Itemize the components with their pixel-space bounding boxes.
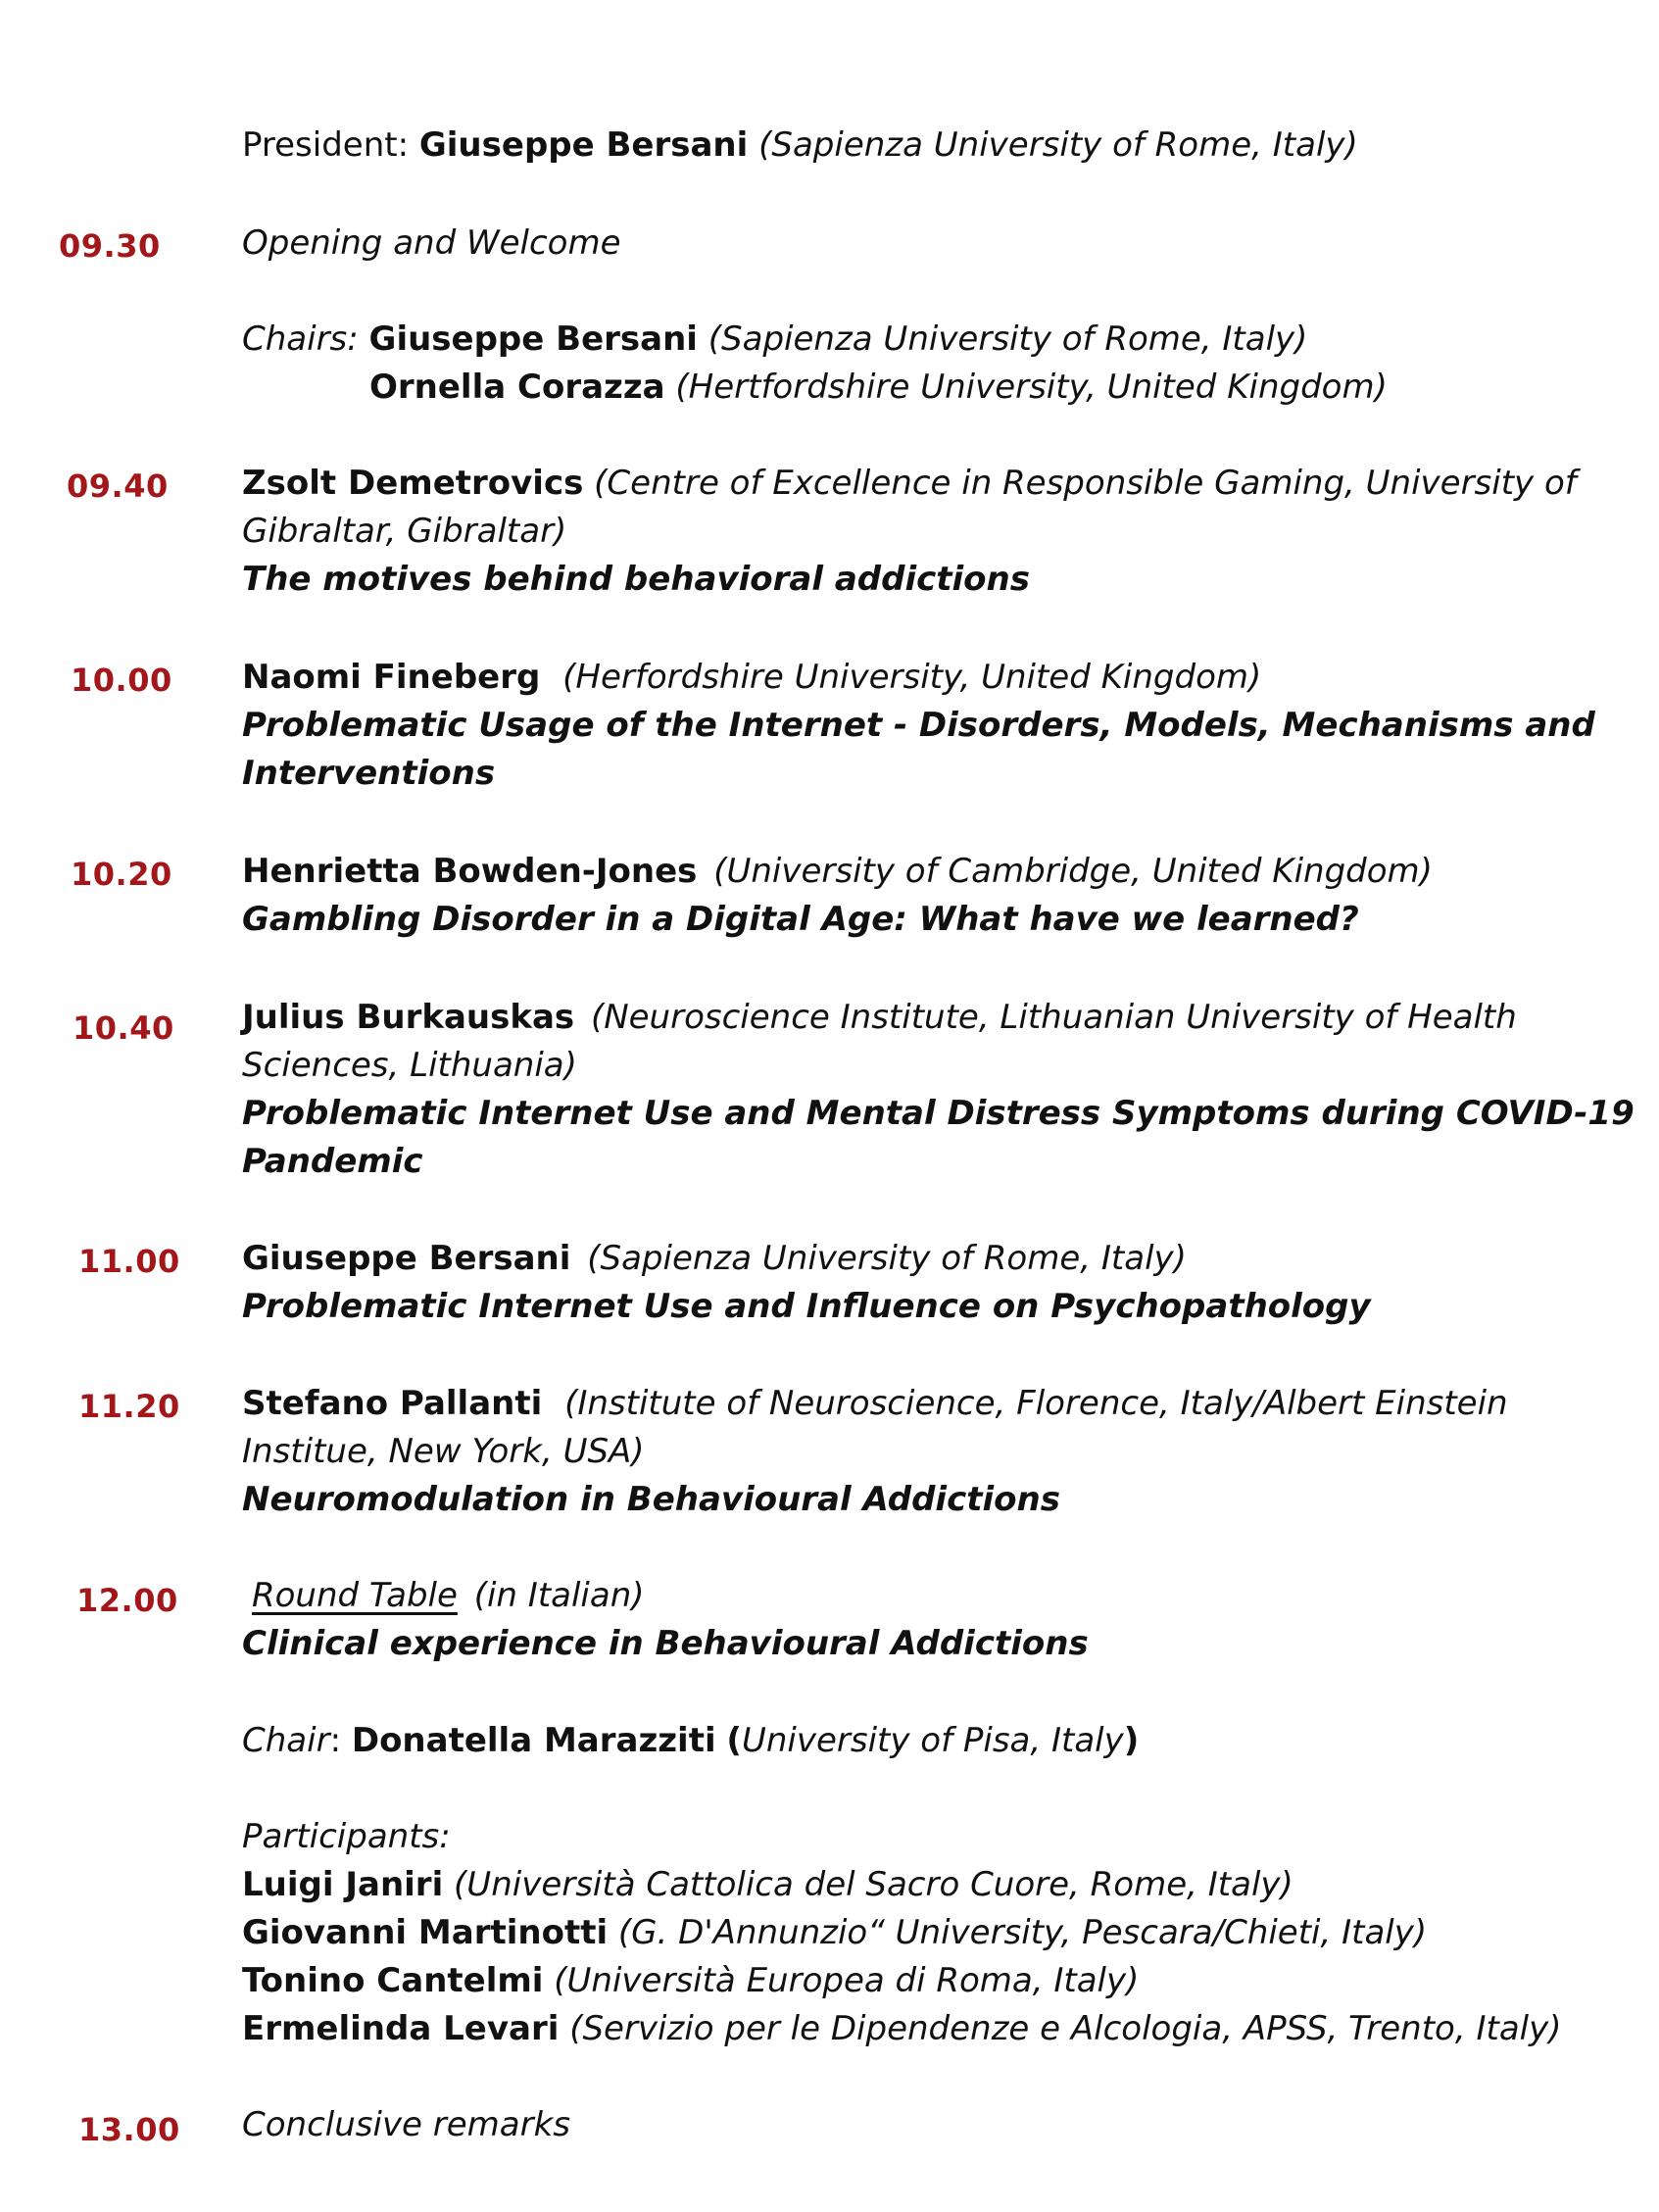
chair-affiliation: University of Pisa, Italy xyxy=(741,1721,1124,1760)
chair-affiliation: (Sapienza University of Rome, Italy) xyxy=(708,320,1308,359)
speaker-affiliation: (Sapienza University of Rome, Italy) xyxy=(587,1239,1187,1278)
talk-block xyxy=(242,654,1595,798)
talk-block xyxy=(242,1380,1516,1524)
talk-title: Problematic Internet Use and Influence on Psychopathology xyxy=(242,1287,1371,1326)
talk-time: 11.00 xyxy=(78,1243,180,1280)
talk-title-cont: Interventions xyxy=(242,754,496,793)
participant-affiliation: (Servizio per le Dipendenze e Alcologia, APSS, Trento, Italy) xyxy=(569,2009,1562,2048)
chair-name: Ornella Corazza xyxy=(369,368,665,407)
talk-title: Neuromodulation in Behavioural Addictions xyxy=(242,1480,1060,1519)
chairs-label: Chairs: xyxy=(242,320,359,359)
speaker-affiliation-cont: Gibraltar, Gibraltar) xyxy=(242,512,567,551)
talk-title: Gambling Disorder in a Digital Age: What have we learned? xyxy=(242,900,1359,939)
talk-block xyxy=(242,460,1577,604)
speaker-name: Giuseppe Bersani xyxy=(242,1239,571,1278)
speaker-name: Henrietta Bowden-Jones xyxy=(242,852,698,891)
talk-block xyxy=(242,848,1516,944)
participant-name: Luigi Janiri xyxy=(242,1865,444,1904)
speaker-name: Stefano Pallanti xyxy=(242,1384,543,1423)
round-table-label: Round Table xyxy=(252,1576,458,1615)
participant-name: Giovanni Martinotti xyxy=(242,1913,609,1952)
participant-affiliation: (Università Europea di Roma, Italy) xyxy=(554,1961,1140,2000)
opening-block xyxy=(242,220,1516,268)
speaker-name: Naomi Fineberg xyxy=(242,658,541,697)
chair-name: Giuseppe Bersani xyxy=(368,320,698,359)
round-table-block xyxy=(242,1572,1516,1668)
speaker-affiliation: (Institute of Neuroscience, Florence, Italy/Albert Einstein xyxy=(564,1384,1508,1423)
talk-time: 09.40 xyxy=(67,467,169,505)
time-round-table: 12.00 xyxy=(76,1582,178,1619)
talk-time: 10.00 xyxy=(71,662,172,699)
talk-block xyxy=(242,1235,1516,1331)
speaker-name: Zsolt Demetrovics xyxy=(242,464,584,503)
closing-title: Conclusive remarks xyxy=(242,2105,571,2144)
closing-block xyxy=(242,2101,1516,2149)
participant-name: Tonino Cantelmi xyxy=(242,1961,544,2000)
speaker-affiliation: (University of Cambridge, United Kingdom) xyxy=(713,852,1433,891)
president-name: Giuseppe Bersani xyxy=(418,125,749,165)
participant-affiliation: (G. D'Annunzio“ University, Pescara/Chieti, Italy) xyxy=(617,1913,1428,1952)
talk-time: 10.20 xyxy=(71,856,172,893)
chair-name: Donatella Marazziti xyxy=(351,1721,716,1760)
time-closing: 13.00 xyxy=(78,2111,180,2148)
round-table-title: Clinical experience in Behavioural Addictions xyxy=(242,1624,1089,1663)
president-line xyxy=(242,122,1516,170)
speaker-affiliation-cont: Sciences, Lithuania) xyxy=(242,1046,577,1085)
round-table-language: (in Italian) xyxy=(473,1576,645,1615)
talk-block xyxy=(242,994,1635,1186)
participants-label: Participants: xyxy=(242,1817,451,1856)
talk-title: The motives behind behavioral addictions xyxy=(242,560,1030,599)
speaker-affiliation: (Neuroscience Institute, Lithuanian University of Health xyxy=(590,998,1517,1037)
round-table-chair: Chair: Donatella Marazziti (University of Pisa, Italy) xyxy=(242,1721,1140,1760)
chair-paren-close: ) xyxy=(1123,1721,1140,1760)
chair-label: Chair xyxy=(242,1721,330,1760)
president-label: President: xyxy=(242,125,410,165)
chairs-block xyxy=(242,316,1516,412)
speaker-affiliation: (Herfordshire University, United Kingdom) xyxy=(562,658,1262,697)
talk-time: 10.40 xyxy=(73,1009,174,1047)
talk-title-cont: Pandemic xyxy=(242,1142,423,1181)
chair-affiliation: (Hertfordshire University, United Kingdom) xyxy=(675,368,1388,407)
opening-title: Opening and Welcome xyxy=(242,223,621,263)
talk-time: 11.20 xyxy=(78,1388,180,1425)
speaker-affiliation-cont: Institue, New York, USA) xyxy=(242,1432,645,1471)
participant-name: Ermelinda Levari xyxy=(242,2009,560,2048)
chair-paren-open: ( xyxy=(726,1721,742,1760)
talk-title: Problematic Usage of the Internet - Disorders, Models, Mechanisms and xyxy=(242,706,1595,745)
speaker-affiliation: (Centre of Excellence in Responsible Gaming, University of xyxy=(594,464,1577,503)
time-opening: 09.30 xyxy=(59,227,161,265)
speaker-name: Julius Burkauskas xyxy=(242,998,575,1037)
participants-block xyxy=(242,1813,1562,2053)
president-affiliation: (Sapienza University of Rome, Italy) xyxy=(758,125,1358,165)
talk-title: Problematic Internet Use and Mental Distress Symptoms during COVID-19 xyxy=(242,1094,1635,1133)
participant-affiliation: (Università Cattolica del Sacro Cuore, Rome, Italy) xyxy=(454,1865,1293,1904)
